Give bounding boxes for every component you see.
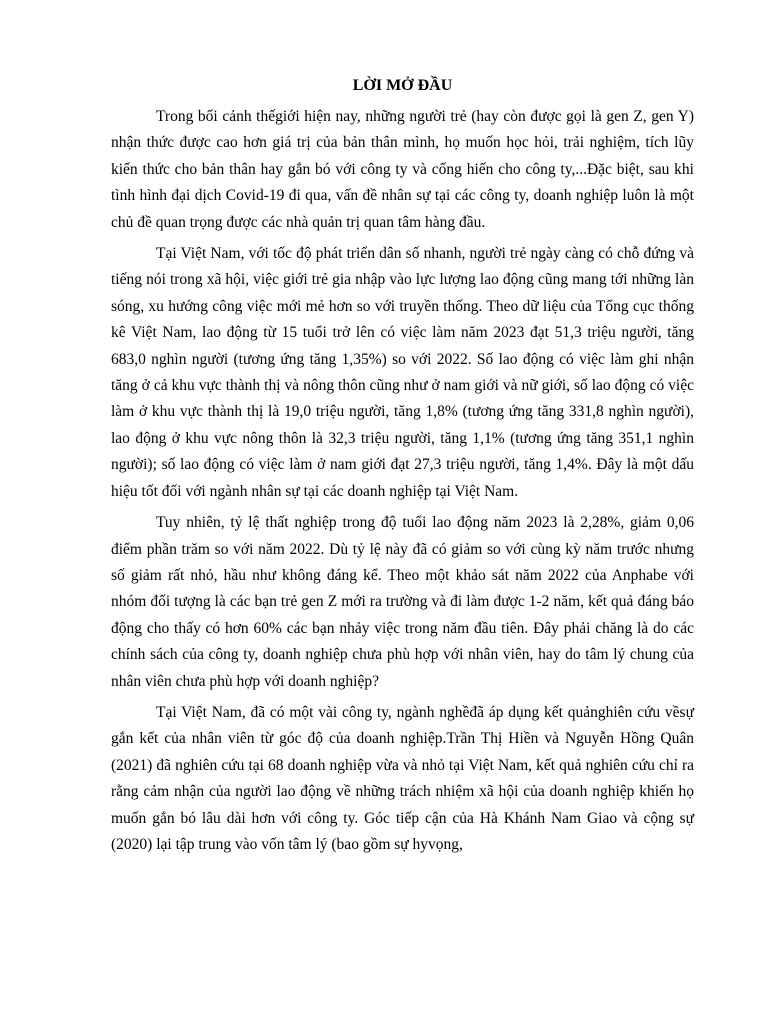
paragraph-2: Tại Việt Nam, với tốc độ phát triển dân số nhanh, người trẻ ngày càng có chỗ đứng và tiếng nói trong xã hội, việc giới trẻ gia nhập vào lực lượng lao động cũng mang tới những làn sóng, xu hướng công việc mới mẻ hơn so với truyền thống. Theo dữ liệu của Tổng cục thống kê Việt Nam, lao động từ 15 tuổi trở lên có việc làm năm 2023 đạt 51,3 triệu người, tăng 683,0 nghìn người (tương ứng tăng 1,35%) so với 2022. Số lao động có việc làm ghi nhận tăng ở cả khu vực thành thị và nông thôn cũng như ở nam giới và nữ giới, số lao động có việc làm ở khu vực thành thị là 19,0 triệu người, tăng 1,8% (tương ứng tăng 331,8 nghìn người), lao động ở khu vực nông thôn là 32,3 triệu người, tăng 1,1% (tương ứng tăng 351,1 nghìn người); số lao động có việc làm ở nam giới đạt 27,3 triệu người, tăng 1,4%. Đây là một dấu hiệu tốt đối với ngành nhân sự tại các doanh nghiệp tại Việt Nam. bbox=[111, 245, 694, 500]
paragraph-4: Tại Việt Nam, đã có một vài công ty, ngành nghềđã áp dụng kết quảnghiên cứu vềsự gắn kết của nhân viên từ góc độ của doanh nghiệp.Trần Thị Hiền và Nguyễn Hồng Quân (2021) đã nghiên cứu tại 68 doanh nghiệp vừa và nhỏ tại Việt Nam, kết quả nghiên cứu chỉ ra rằng cảm nhận của người lao động về những trách nhiệm xã hội của doanh nghiệp khiến họ muốn gắn bó lâu dài hơn với công ty. Góc tiếp cận của Hà Khánh Nam Giao và cộng sự (2020) lại tập trung vào vốn tâm lý (bao gồm sự hyvọng, bbox=[111, 703, 694, 853]
paragraph-3: Tuy nhiên, tỷ lệ thất nghiệp trong độ tuổi lao động năm 2023 là 2,28%, giảm 0,06 điểm phần trăm so với năm 2022. Dù tỷ lệ này đã có giảm so với cùng kỳ năm trước nhưng số giảm rất nhỏ, hầu như không đáng kể. Theo một khảo sát năm 2022 của Anphabe với nhóm đối tượng là các bạn trẻ gen Z mới ra trường và đi làm được 1-2 năm, kết quả đáng báo động cho thấy có hơn 60% các bạn nhảy việc trong năm đầu tiên. Đây phải chăng là do các chính sách của công ty, doanh nghiệp chưa phù hợp với nhân viên, hay do tâm lý chung của nhân viên chưa phù hợp với doanh nghiệp? bbox=[111, 514, 694, 690]
paragraph-1: Trong bối cảnh thếgiới hiện nay, những người trẻ (hay còn được gọi là gen Z, gen Y) nhận thức được cao hơn giá trị của bản thân mình, họ muốn học hỏi, trải nghiệm, tích lũy kiến thức cho bản thân hay gắn bó với công ty và cống hiến cho công ty,...Đặc biệt, sau khi tình hình đại dịch Covid-19 đi qua, vấn đề nhân sự tại các công ty, doanh nghiệp luôn là một chủ đề quan trọng được các nhà quản trị quan tâm hàng đầu. bbox=[111, 108, 694, 231]
document-title: LỜI MỞ ĐẦU bbox=[352, 77, 453, 94]
